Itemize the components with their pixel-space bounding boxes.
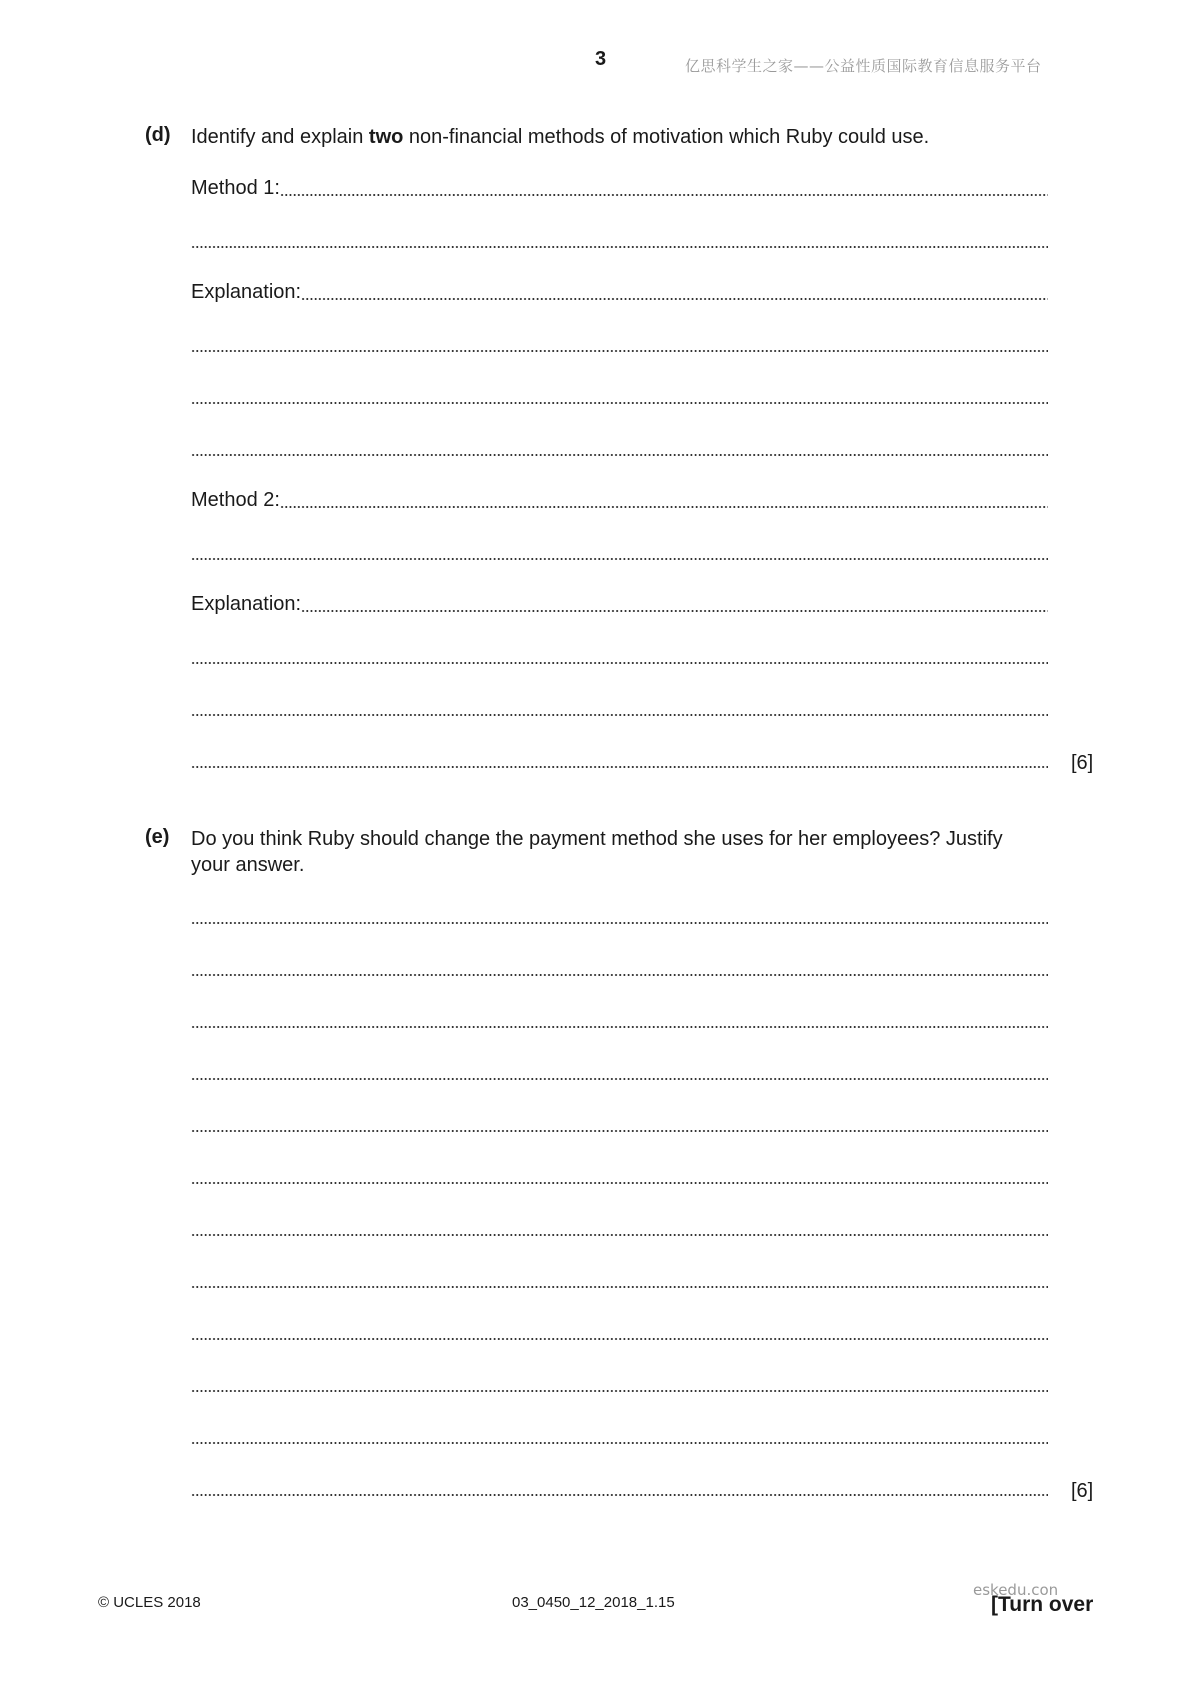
answer-line[interactable] <box>191 1268 1048 1292</box>
dotted-line <box>191 454 1048 456</box>
dotted-line <box>191 974 1048 976</box>
answer-line[interactable] <box>191 384 1048 408</box>
answer-line[interactable] <box>191 904 1048 928</box>
dotted-line <box>191 1338 1048 1340</box>
answer-line-explanation-1[interactable] <box>191 280 1048 304</box>
question-d-text-bold: two <box>368 126 404 148</box>
answer-line-method-1[interactable] <box>191 176 1048 200</box>
question-e-text-line-2: your answer. <box>191 854 305 876</box>
header-banner: 亿思科学生之家——公益性质国际教育信息服务平台 <box>685 57 1042 75</box>
answer-line[interactable] <box>191 1476 1048 1500</box>
dotted-line <box>301 298 1048 300</box>
page-number: 3 <box>595 48 607 70</box>
question-d-text-before: Identify and explain <box>191 126 369 148</box>
dotted-line <box>191 1494 1048 1496</box>
answer-line[interactable] <box>191 644 1048 668</box>
question-d-label: (d) <box>145 124 171 146</box>
answer-line-explanation-2[interactable] <box>191 592 1048 616</box>
answer-line[interactable] <box>191 748 1048 772</box>
answer-line[interactable] <box>191 1060 1048 1084</box>
answer-line[interactable] <box>191 228 1048 252</box>
answer-line[interactable] <box>191 1216 1048 1240</box>
dotted-line <box>191 558 1048 560</box>
answer-line[interactable] <box>191 1320 1048 1344</box>
footer-copyright: © UCLES 2018 <box>98 1594 201 1611</box>
question-e-text <box>191 826 1003 878</box>
answer-line[interactable] <box>191 1424 1048 1448</box>
dotted-line <box>191 766 1048 768</box>
turn-over: [Turn over <box>991 1593 1094 1616</box>
dotted-line <box>301 610 1048 612</box>
dotted-line <box>191 350 1048 352</box>
answer-line[interactable] <box>191 1008 1048 1032</box>
dotted-line <box>191 662 1048 664</box>
footer-paper-code: 03_0450_12_2018_1.15 <box>512 1594 675 1611</box>
watermark: eskedu.con <box>973 1581 1059 1599</box>
answer-line[interactable] <box>191 332 1048 356</box>
dotted-line <box>191 246 1048 248</box>
answer-line[interactable] <box>191 956 1048 980</box>
question-e-text-line-1: Do you think Ruby should change the payment method she uses for her employees? Justify <box>191 828 1003 850</box>
question-d-text <box>191 124 929 150</box>
dotted-line <box>191 922 1048 924</box>
dotted-line <box>191 402 1048 404</box>
dotted-line <box>280 506 1048 508</box>
dotted-line <box>191 1026 1048 1028</box>
answer-line-method-2[interactable] <box>191 488 1048 512</box>
explanation-2-label: Explanation: <box>191 593 302 615</box>
dotted-line <box>191 1234 1048 1236</box>
dotted-line <box>191 1286 1048 1288</box>
answer-line[interactable] <box>191 436 1048 460</box>
dotted-line <box>191 1182 1048 1184</box>
answer-line[interactable] <box>191 696 1048 720</box>
answer-line[interactable] <box>191 540 1048 564</box>
dotted-line <box>191 1130 1048 1132</box>
question-d-text-after: non-financial methods of motivation which Ruby could use. <box>403 126 930 148</box>
explanation-1-label: Explanation: <box>191 281 302 303</box>
answer-line[interactable] <box>191 1112 1048 1136</box>
question-d-marks: [6] <box>1071 752 1094 774</box>
question-e-marks: [6] <box>1071 1480 1094 1502</box>
method-2-label: Method 2: <box>191 489 280 511</box>
answer-line[interactable] <box>191 1164 1048 1188</box>
dotted-line <box>191 1390 1048 1392</box>
method-1-label: Method 1: <box>191 177 280 199</box>
dotted-line <box>191 1078 1048 1080</box>
answer-line[interactable] <box>191 1372 1048 1396</box>
dotted-line <box>191 1442 1048 1444</box>
question-e-label: (e) <box>145 826 170 848</box>
dotted-line <box>280 194 1048 196</box>
dotted-line <box>191 714 1048 716</box>
